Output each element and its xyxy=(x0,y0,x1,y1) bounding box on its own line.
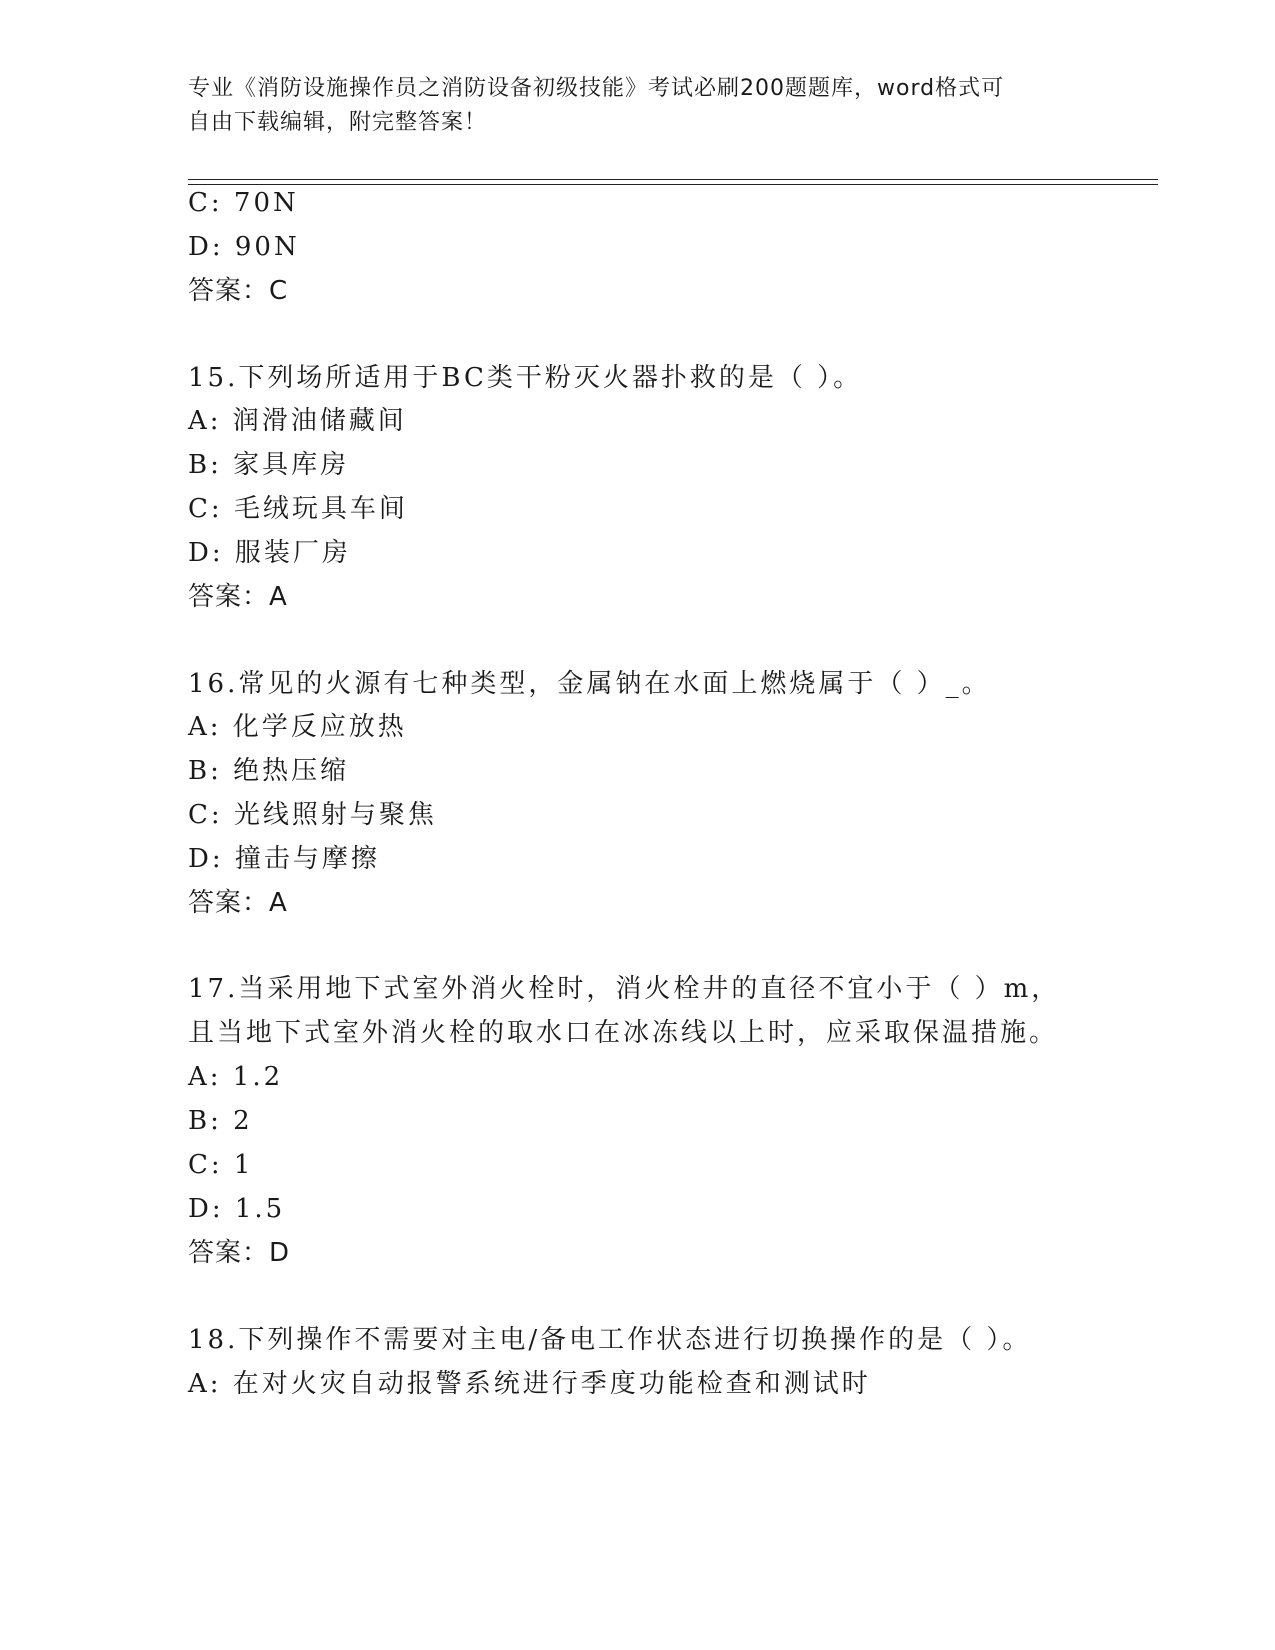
q16-option-a: A: 化学反应放热 xyxy=(188,712,407,742)
q15-option-b: B: 家具库房 xyxy=(188,450,350,480)
q18-option-a: A: 在对火灾自动报警系统进行季度功能检查和测试时 xyxy=(188,1369,871,1399)
q16-option-c: C: 光线照射与聚焦 xyxy=(188,800,437,830)
q16-answer: 答案：A xyxy=(188,888,288,918)
q15-answer: 答案：A xyxy=(188,582,288,612)
q17-option-d: D: 1.5 xyxy=(188,1194,286,1224)
q15-option-d: D: 服装厂房 xyxy=(188,538,351,568)
header-line-2: 自由下载编辑，附完整答案！ xyxy=(188,110,488,135)
q16-option-b: B: 绝热压缩 xyxy=(188,756,350,786)
header-line-1: 专业《消防设施操作员之消防设备初级技能》考试必刷200题题库，word格式可 xyxy=(188,76,1005,101)
q17-option-c: C: 1 xyxy=(188,1150,254,1180)
q17-stem-line-1: 17.当采用地下式室外消火栓时，消火栓井的直径不宜小于（ ）m， xyxy=(188,974,1061,1004)
q17-stem-line-2: 且当地下式室外消火栓的取水口在冰冻线以上时，应采取保温措施。 xyxy=(188,1018,1059,1048)
q15-option-a: A: 润滑油储藏间 xyxy=(188,406,407,436)
q15-stem: 15.下列场所适用于BC类干粉灭火器扑救的是（ ）。 xyxy=(188,363,863,393)
q15-option-c: C: 毛绒玩具车间 xyxy=(188,494,408,524)
header-divider-bottom xyxy=(188,184,1158,185)
document-header xyxy=(188,72,1088,140)
q17-option-a: A: 1.2 xyxy=(188,1062,284,1092)
q16-stem: 16.常见的火源有七种类型，金属钠在水面上燃烧属于（ ）_。 xyxy=(188,669,991,699)
q17-answer: 答案：D xyxy=(188,1238,291,1268)
header-divider-top xyxy=(188,179,1158,180)
q18-stem: 18.下列操作不需要对主电/备电工作状态进行切换操作的是（ ）。 xyxy=(188,1325,1032,1355)
q14-option-c: C: 70N xyxy=(188,188,299,218)
q14-option-d: D: 90N xyxy=(188,232,300,262)
q14-answer: 答案：C xyxy=(188,276,289,306)
q17-option-b: B: 2 xyxy=(188,1106,253,1136)
q16-option-d: D: 撞击与摩擦 xyxy=(188,844,380,874)
